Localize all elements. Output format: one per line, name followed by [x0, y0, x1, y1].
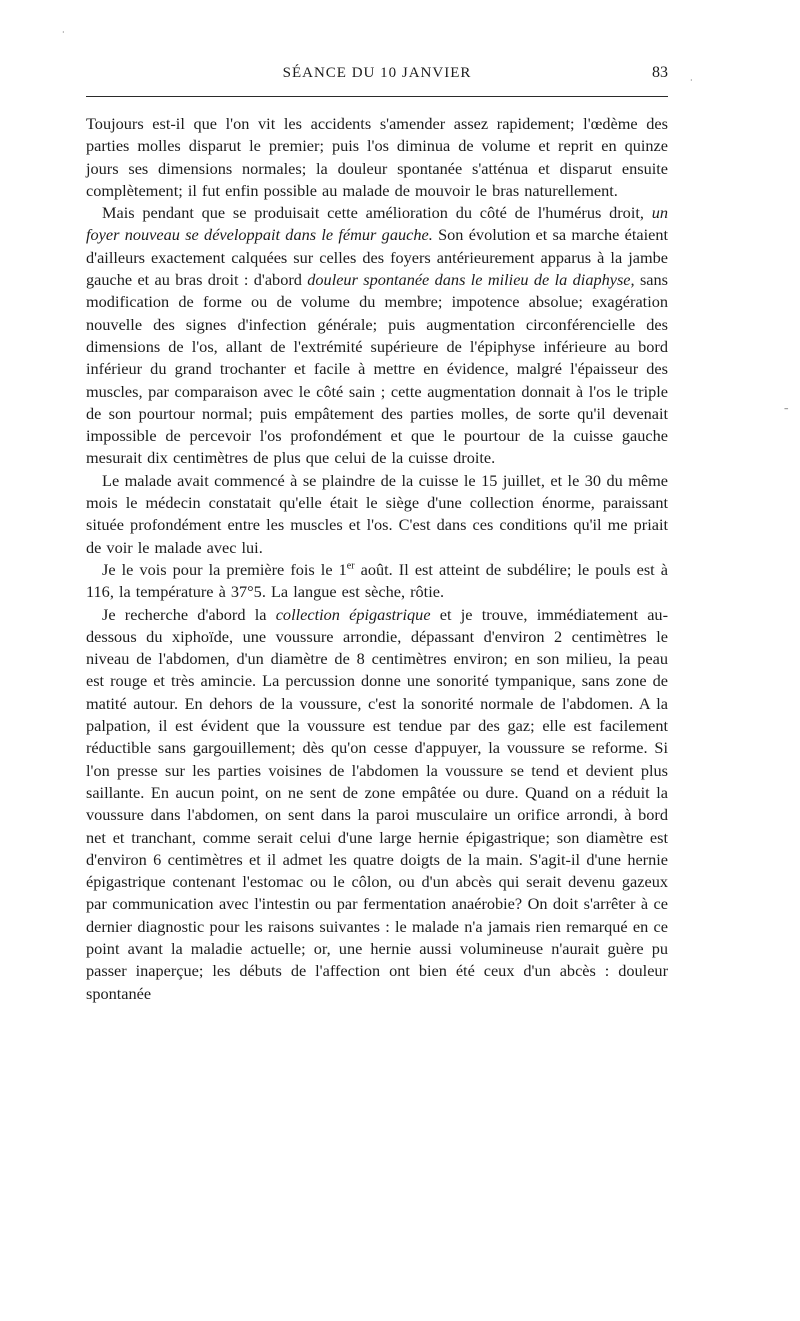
text-run: août. Il est atteint de subdélire; le pouls est à 116, la température à 37°5. La langue est sèche, rôtie.: [86, 559, 668, 602]
text-run: et je trouve, immédiatement au-dessous du xiphoïde, une voussure arrondie, dépassant d'environ 2 centimètres le niveau de l'abdomen, d'un diamètre de 8 centimètres environ; en son milieu, la peau est rouge et très amincie. La percussion donne une sonorité tympanique, sans zone de matité autour. En dehors de la voussure, c'est la sonorité normale de l'abdomen. A la palpation, il est évident que la voussure est tendue par des gaz; elle est facilement réductible sans gargouillement; dès qu'on cesse d'appuyer, la voussure se reforme. Si l'on presse sur les parties voisines de l'abdomen la voussure se tend et devient plus saillante. En aucun point, on ne sent de zone empâtée ou dure. Quand on a réduit la voussure dans l'abdomen, on sent dans la paroi musculaire un orifice arrondi, à bord net et tranchant, comme serait celui d'une large hernie épigastrique; son diamètre est d'environ 6 centimètres et il admet les quatre doigts de la main. S'agit-il d'une hernie épigastrique contenant l'estomac ou le côlon, ou d'un abcès qui serait devenu gazeux par communication avec l'intestin ou par fermentation anaérobie? On doit s'arrêter à ce dernier diagnostic pour les raisons suivantes : le malade n'a jamais rien remarqué en ce point avant la maladie actuelle; or, une hernie aussi volumineuse n'aurait guère pu passer inaperçue; les débuts de l'affection ont bien été ceux d'un abcès : douleur spontanée: [86, 604, 668, 1003]
italic-text: un foyer nouveau se développait dans le fémur gauche.: [86, 203, 668, 245]
paragraph: [86, 604, 668, 1005]
paragraph: [86, 113, 668, 202]
text-run: Mais pendant que se produisait cette amélioration du côté de l'humérus droit,: [102, 203, 652, 223]
text-run: Son évolution et sa marche étaient d'ailleurs exactement calquées sur celles des foyers antérieurement apparus à la jambe gauche et au bras droit : d'abord: [86, 225, 668, 290]
italic-text: collection épigastrique: [275, 604, 431, 624]
text-run: Toujours est-il que l'on vit les accidents s'amender assez rapidement; l'œdème des parties molles disparut le premier; puis l'os diminua de volume et reprit en quinze jours ses dimensions normales; la douleur spontanée s'atténua et disparut ensuite complètement; il fut enfin possible au malade de mouvoir le bras naturellement.: [86, 114, 668, 200]
text-run: Je le vois pour la première fois le 1: [102, 559, 347, 579]
header-rule: [86, 96, 668, 97]
text-run: Je recherche d'abord la: [102, 604, 276, 624]
italic-text: douleur spontanée dans le milieu de la diaphyse,: [307, 270, 635, 290]
paragraph: [86, 470, 668, 559]
text-run: Le malade avait commencé à se plaindre de la cuisse le 15 juillet, et le 30 du même mois le médecin constatait qu'elle était le siège d'une collection énorme, paraissant située profondément entre les muscles et l'os. C'est dans ces conditions qu'il me priait de voir le malade avec lui.: [86, 470, 668, 557]
running-head: [86, 60, 668, 86]
page-number: 83: [652, 64, 668, 81]
text-run: sans modification de forme ou de volume du membre; impotence absolue; exagération nouvelle des signes d'infection générale; puis augmentation circonférencielle des dimensions de l'os, allant de l'extrémité supérieure de l'épiphyse inférieure au bord inférieur du grand trochanter et facile à mettre en évidence, malgré l'épaisseur des muscles, par comparaison avec le côté sain ; cette augmentation donnait à l'os le triple de son pourtour normal; puis empâtement des parties molles, de sorte qu'il devenait impossible de percevoir l'os profondément et que le pourtour de la cuisse gauche mesurait dix centimètres de plus que celui de la cuisse droite.: [86, 270, 669, 468]
paragraph: [86, 202, 668, 470]
running-title: SÉANCE DU 10 JANVIER: [282, 65, 472, 81]
body-text: [86, 113, 668, 1005]
scan-speck: ·: [62, 28, 65, 37]
paragraph: [86, 559, 668, 604]
scan-speck: –: [784, 404, 789, 414]
superscript: er: [346, 560, 355, 572]
scan-speck: ·: [690, 76, 693, 85]
